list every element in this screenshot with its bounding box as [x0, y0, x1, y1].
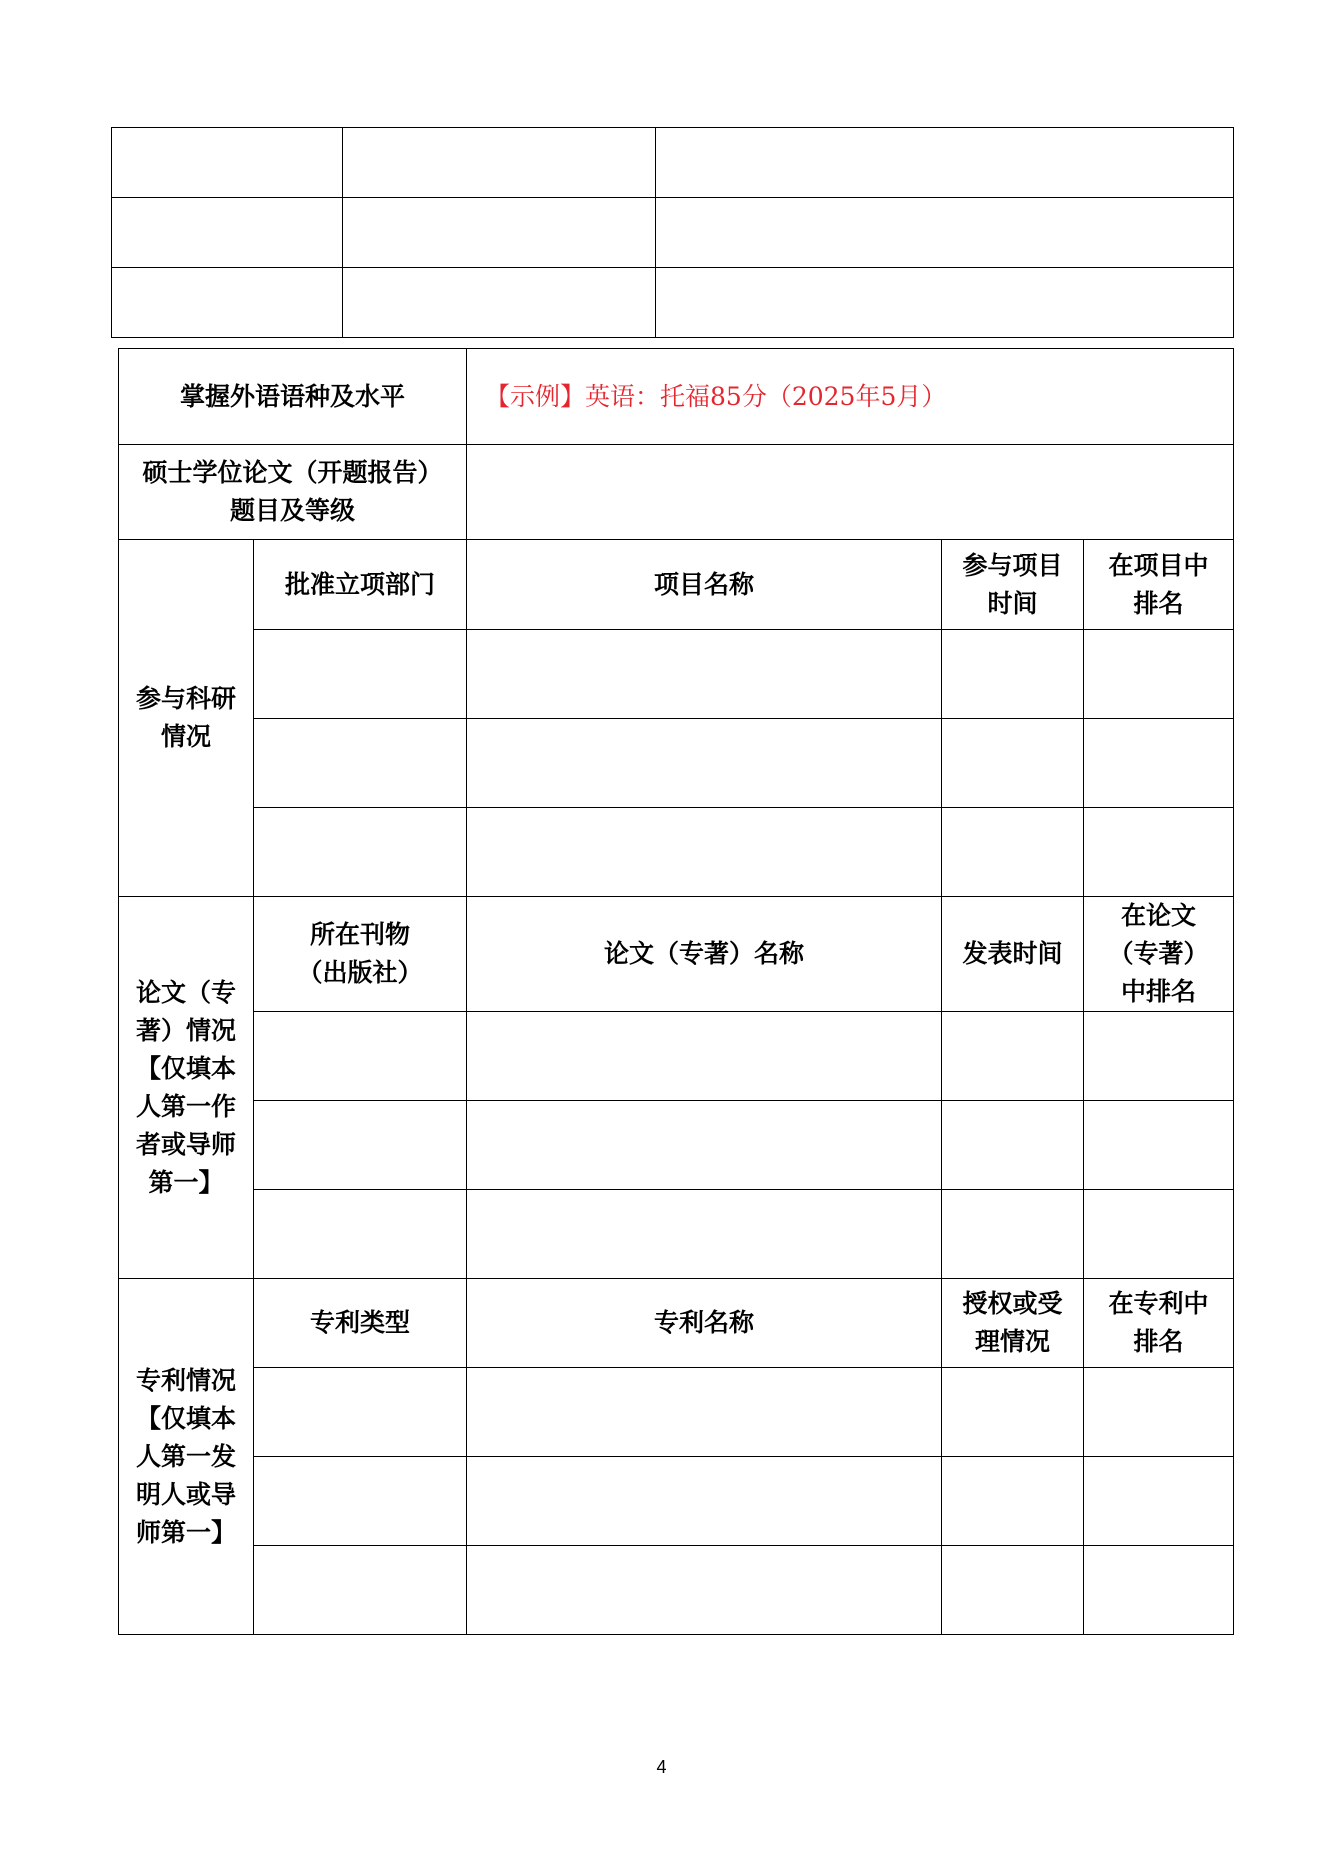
language-row [119, 349, 1234, 445]
section-label-line: 人第一作 [135, 1091, 236, 1121]
papers-row [119, 1101, 1234, 1190]
research-row [119, 630, 1234, 719]
papers-row [119, 1190, 1234, 1279]
table-cell[interactable] [942, 808, 1084, 897]
table-cell[interactable] [467, 1012, 942, 1101]
papers-header-venue [254, 897, 467, 1012]
table-cell[interactable] [467, 1190, 942, 1279]
papers-header-rank [1084, 897, 1234, 1012]
language-value-field[interactable] [467, 349, 1234, 445]
table-cell[interactable] [942, 1012, 1084, 1101]
table-cell[interactable] [254, 1101, 467, 1190]
table-cell[interactable] [1084, 1190, 1234, 1279]
table-cell[interactable] [467, 630, 942, 719]
patents-row [119, 1457, 1234, 1546]
table-cell[interactable] [942, 1190, 1084, 1279]
page-number: 4 [656, 1757, 667, 1777]
research-section-label [119, 540, 254, 897]
main-form-table [118, 348, 1234, 1635]
section-label-line: 人第一发 [135, 1441, 236, 1471]
table-row [112, 198, 1234, 268]
research-header-time [942, 540, 1084, 630]
table-row [112, 128, 1234, 198]
table-cell[interactable] [254, 1457, 467, 1546]
thesis-label-line: 题目及等级 [230, 496, 356, 525]
header-line: 在项目中 [1108, 550, 1209, 580]
table-cell[interactable] [112, 198, 343, 268]
patents-header-row [119, 1279, 1234, 1368]
table-cell[interactable] [656, 268, 1234, 338]
section-label-line: 第一】 [148, 1167, 224, 1197]
research-header-dept: 批准立项部门 [254, 540, 467, 630]
research-header-rank [1084, 540, 1234, 630]
header-line: 参与项目 [962, 550, 1063, 580]
table-cell[interactable] [254, 808, 467, 897]
section-label-line: 师第一】 [135, 1517, 236, 1547]
table-cell[interactable] [656, 198, 1234, 268]
section-label-line: 情况 [160, 722, 211, 751]
table-cell[interactable] [467, 1546, 942, 1635]
patents-header-name: 专利名称 [467, 1279, 942, 1368]
header-line: 所在刊物 [310, 920, 411, 949]
header-line: 排名 [1133, 588, 1184, 618]
research-header-name: 项目名称 [467, 540, 942, 630]
table-cell[interactable] [942, 1457, 1084, 1546]
table-cell[interactable] [343, 268, 656, 338]
table-cell[interactable] [254, 630, 467, 719]
section-label-line: 专利情况 [135, 1365, 236, 1395]
table-cell[interactable] [343, 128, 656, 198]
section-label-line: 著）情况 [135, 1015, 236, 1045]
header-line: 在论文 [1121, 901, 1197, 930]
thesis-label-line: 硕士学位论文（开题报告） [142, 458, 443, 487]
table-cell[interactable] [467, 808, 942, 897]
header-line: 时间 [987, 588, 1038, 618]
patents-header-rank [1084, 1279, 1234, 1368]
table-cell[interactable] [942, 1101, 1084, 1190]
thesis-value-field[interactable] [467, 445, 1234, 540]
header-line: 排名 [1133, 1327, 1184, 1356]
patents-section-label [119, 1279, 254, 1635]
table-cell[interactable] [467, 1101, 942, 1190]
header-line: （出版社） [297, 958, 423, 987]
header-line: 在专利中 [1108, 1289, 1209, 1318]
section-label-line: 者或导师 [135, 1129, 236, 1159]
table-cell[interactable] [1084, 630, 1234, 719]
table-cell[interactable] [254, 1012, 467, 1101]
header-line: 理情况 [975, 1327, 1051, 1356]
table-cell[interactable] [656, 128, 1234, 198]
thesis-label [119, 445, 467, 540]
table-cell[interactable] [942, 1546, 1084, 1635]
table-cell[interactable] [942, 630, 1084, 719]
table-row [112, 268, 1234, 338]
table-cell[interactable] [112, 268, 343, 338]
table-cell[interactable] [942, 719, 1084, 808]
table-cell[interactable] [467, 1457, 942, 1546]
research-row [119, 808, 1234, 897]
table-cell[interactable] [254, 1368, 467, 1457]
language-label: 掌握外语语种及水平 [119, 349, 467, 445]
section-label-line: 参与科研 [135, 684, 236, 713]
section-label-line: 明人或导 [135, 1479, 236, 1509]
header-line: 授权或受 [962, 1289, 1063, 1318]
section-label-line: 【仅填本 [135, 1403, 236, 1433]
table-cell[interactable] [1084, 1457, 1234, 1546]
table-cell[interactable] [942, 1368, 1084, 1457]
table-cell[interactable] [1084, 1546, 1234, 1635]
table-cell[interactable] [254, 1190, 467, 1279]
section-label-line: 论文（专 [135, 977, 236, 1007]
table-cell[interactable] [254, 719, 467, 808]
table-cell[interactable] [343, 198, 656, 268]
table-cell[interactable] [467, 1368, 942, 1457]
patents-row [119, 1546, 1234, 1635]
table-cell[interactable] [1084, 719, 1234, 808]
papers-row [119, 1012, 1234, 1101]
example-tag: 【示例】 [485, 381, 586, 411]
table-cell[interactable] [1084, 1101, 1234, 1190]
table-cell[interactable] [112, 128, 343, 198]
patents-row [119, 1368, 1234, 1457]
research-header-row [119, 540, 1234, 630]
header-line: （专著） [1108, 939, 1209, 968]
table-cell[interactable] [1084, 808, 1234, 897]
table-cell[interactable] [254, 1546, 467, 1635]
example-value: 英语：托福85分（2025年5月） [585, 381, 947, 411]
thesis-row [119, 445, 1234, 540]
patents-header-type: 专利类型 [254, 1279, 467, 1368]
table-cell[interactable] [467, 719, 942, 808]
papers-section-label [119, 897, 254, 1279]
patents-header-status [942, 1279, 1084, 1368]
table-cell[interactable] [1084, 1368, 1234, 1457]
top-table [111, 127, 1234, 338]
papers-header-name: 论文（专著）名称 [467, 897, 942, 1012]
section-label-line: 【仅填本 [135, 1053, 236, 1083]
table-cell[interactable] [1084, 1012, 1234, 1101]
papers-header-time: 发表时间 [942, 897, 1084, 1012]
papers-header-row [119, 897, 1234, 1012]
header-line: 中排名 [1121, 977, 1197, 1006]
research-row [119, 719, 1234, 808]
